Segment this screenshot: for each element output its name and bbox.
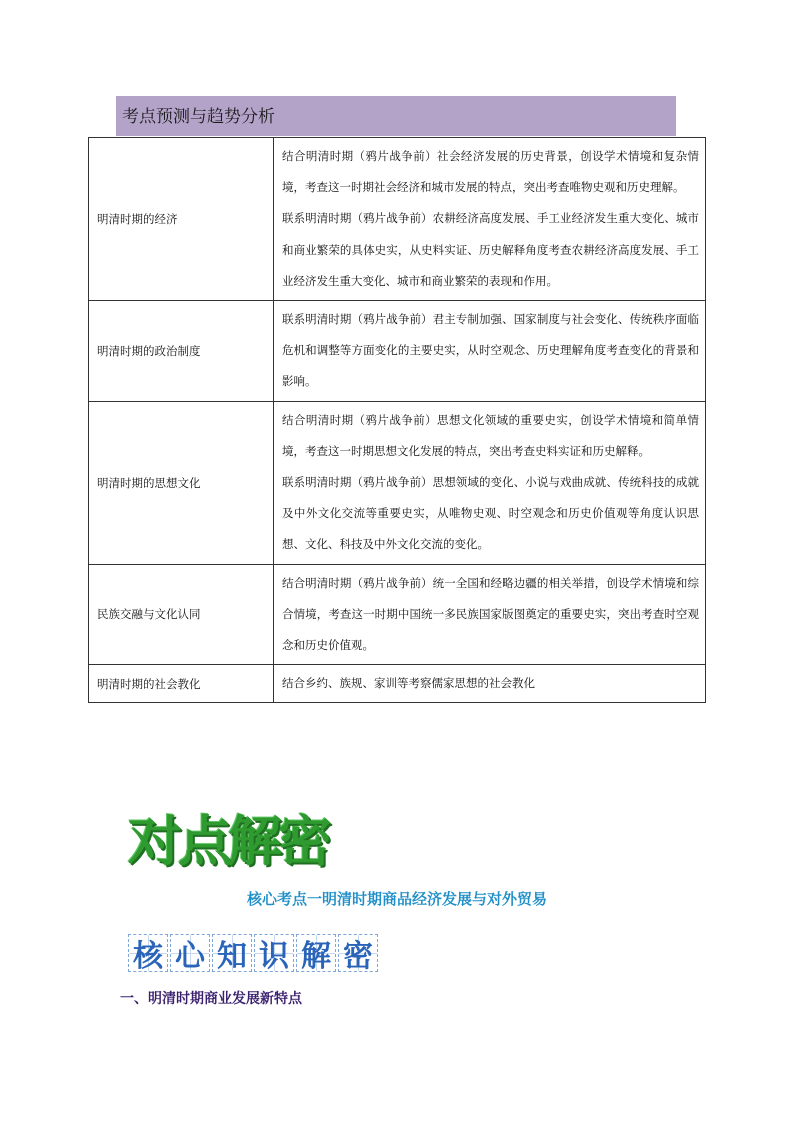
knowledge-banner bbox=[128, 934, 380, 972]
analysis-table bbox=[88, 137, 706, 703]
table-row bbox=[89, 564, 706, 665]
knowledge-char-box: 解 bbox=[296, 934, 336, 972]
banner-title: 考点预测与趋势分析 bbox=[122, 107, 275, 127]
description-paragraph: 结合明清时期（鸦片战争前）思想文化领域的重要史实，创设学术情境和简单情境，考查这一时期思想文化发展的特点，突出考查史料实证和历史解释。 bbox=[282, 412, 699, 458]
description-paragraph: 结合明清时期（鸦片战争前）统一全国和经略边疆的相关举措，创设学术情境和综合情境，考查这一时期中国统一多民族国家版图奠定的重要史实，突出考查时空观念和历史价值观。 bbox=[282, 575, 699, 653]
row-description bbox=[274, 564, 706, 665]
row-topic: 明清时期的政治制度 bbox=[89, 301, 274, 402]
row-description bbox=[274, 138, 706, 301]
description-paragraph: 联系明清时期（鸦片战争前）农耕经济高度发展、手工业经济发生重大变化、城市和商业繁荣的具体史实，从史料实证、历史解释角度考查农耕经济高度发展、手工业经济发生重大变化、城市和商业繁荣的表现和作用。 bbox=[282, 211, 699, 288]
row-topic: 明清时期的思想文化 bbox=[89, 401, 274, 564]
knowledge-char-box: 心 bbox=[170, 934, 210, 972]
knowledge-char-box: 密 bbox=[338, 934, 378, 972]
row-topic: 明清时期的经济 bbox=[89, 138, 274, 301]
section-logo: 对点解密 bbox=[128, 809, 328, 873]
section-banner bbox=[116, 96, 676, 136]
description-paragraph: 联系明清时期（鸦片战争前）君主专制加强、国家制度与社会变化、传统秩序面临危机和调整等方面变化的主要史实，从时空观念、历史理解角度考查变化的背景和影响。 bbox=[282, 312, 699, 389]
row-description bbox=[274, 665, 706, 703]
description-paragraph: 联系明清时期（鸦片战争前）思想领域的变化、小说与戏曲成就、传统科技的成就及中外文化交流等重要史实，从唯物史观、时空观念和历史价值观等角度认识思想、文化、科技及中外文化交流的变化。 bbox=[282, 475, 699, 552]
subheading: 一、明清时期商业发展新特点 bbox=[120, 991, 302, 1007]
core-point-title: 核心考点一明清时期商品经济发展与对外贸易 bbox=[246, 890, 547, 908]
row-topic: 民族交融与文化认同 bbox=[89, 564, 274, 665]
table-row bbox=[89, 138, 706, 301]
row-description bbox=[274, 401, 706, 564]
table-row bbox=[89, 301, 706, 402]
knowledge-char-box: 知 bbox=[212, 934, 252, 972]
row-description bbox=[274, 301, 706, 402]
knowledge-char-box: 核 bbox=[128, 934, 168, 972]
table-row bbox=[89, 665, 706, 703]
description-paragraph: 结合乡约、族规、家训等考察儒家思想的社会教化 bbox=[282, 676, 535, 691]
knowledge-char-box: 识 bbox=[254, 934, 294, 972]
description-paragraph: 结合明清时期（鸦片战争前）社会经济发展的历史背景，创设学术情境和复杂情境，考查这一时期社会经济和城市发展的特点，突出考查唯物史观和历史理解。 bbox=[282, 149, 699, 195]
table-row bbox=[89, 401, 706, 564]
row-topic: 明清时期的社会教化 bbox=[89, 665, 274, 703]
